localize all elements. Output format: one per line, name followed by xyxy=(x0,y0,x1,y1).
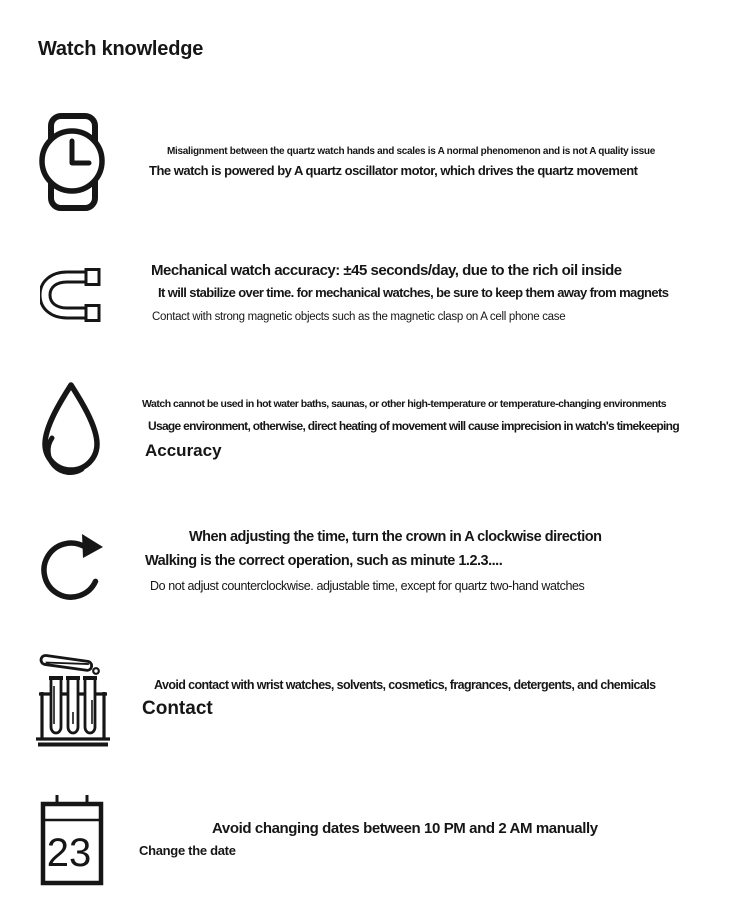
contact-heading: Contact xyxy=(142,698,213,719)
calendar-date-label: 23 xyxy=(46,831,92,875)
water-drop-icon xyxy=(38,380,104,478)
accuracy-heading: Accuracy xyxy=(145,441,222,460)
counterclockwise-note: Do not adjust counterclockwise. adjustable time, except for quartz two-hand watches xyxy=(150,579,585,593)
quartz-misalignment-note: Misalignment between the quartz watch hands and scales is A normal phenomenon and is not A quality issue xyxy=(167,146,655,157)
magnetic-contact-note: Contact with strong magnetic objects such as the magnetic clasp on A cell phone case xyxy=(152,311,566,323)
hot-water-warning-note: Watch cannot be used in hot water baths, saunas, or other high-temperature or temperature-changing environments xyxy=(142,398,667,410)
quartz-movement-text: The watch is powered by A quartz oscillator motor, which drives the quartz movement xyxy=(149,163,638,178)
change-date-label: Change the date xyxy=(139,843,236,858)
calendar-icon xyxy=(40,794,104,886)
date-change-headline: Avoid changing dates between 10 PM and 2 AM manually xyxy=(212,820,598,837)
page-title: Watch knowledge xyxy=(38,38,204,60)
magnet-icon xyxy=(40,266,104,324)
test-tubes-icon xyxy=(36,648,110,748)
magnet-warning-text: It will stabilize over time. for mechanical watches, be sure to keep them away from magnets xyxy=(158,285,669,300)
usage-environment-text: Usage environment, otherwise, direct heating of movement will cause imprecision in watch's timekeeping xyxy=(148,419,679,433)
walking-operation-text: Walking is the correct operation, such as minute 1.2.3.... xyxy=(145,553,503,569)
chemical-contact-text: Avoid contact with wrist watches, solvents, cosmetics, fragrances, detergents, and chemicals xyxy=(154,678,656,692)
clockwise-adjust-headline: When adjusting the time, turn the crown in A clockwise direction xyxy=(189,529,602,545)
clockwise-rotation-icon xyxy=(40,524,106,608)
wristwatch-icon xyxy=(38,112,108,212)
accuracy-headline: Mechanical watch accuracy: ±45 seconds/day, due to the rich oil inside xyxy=(151,262,622,279)
